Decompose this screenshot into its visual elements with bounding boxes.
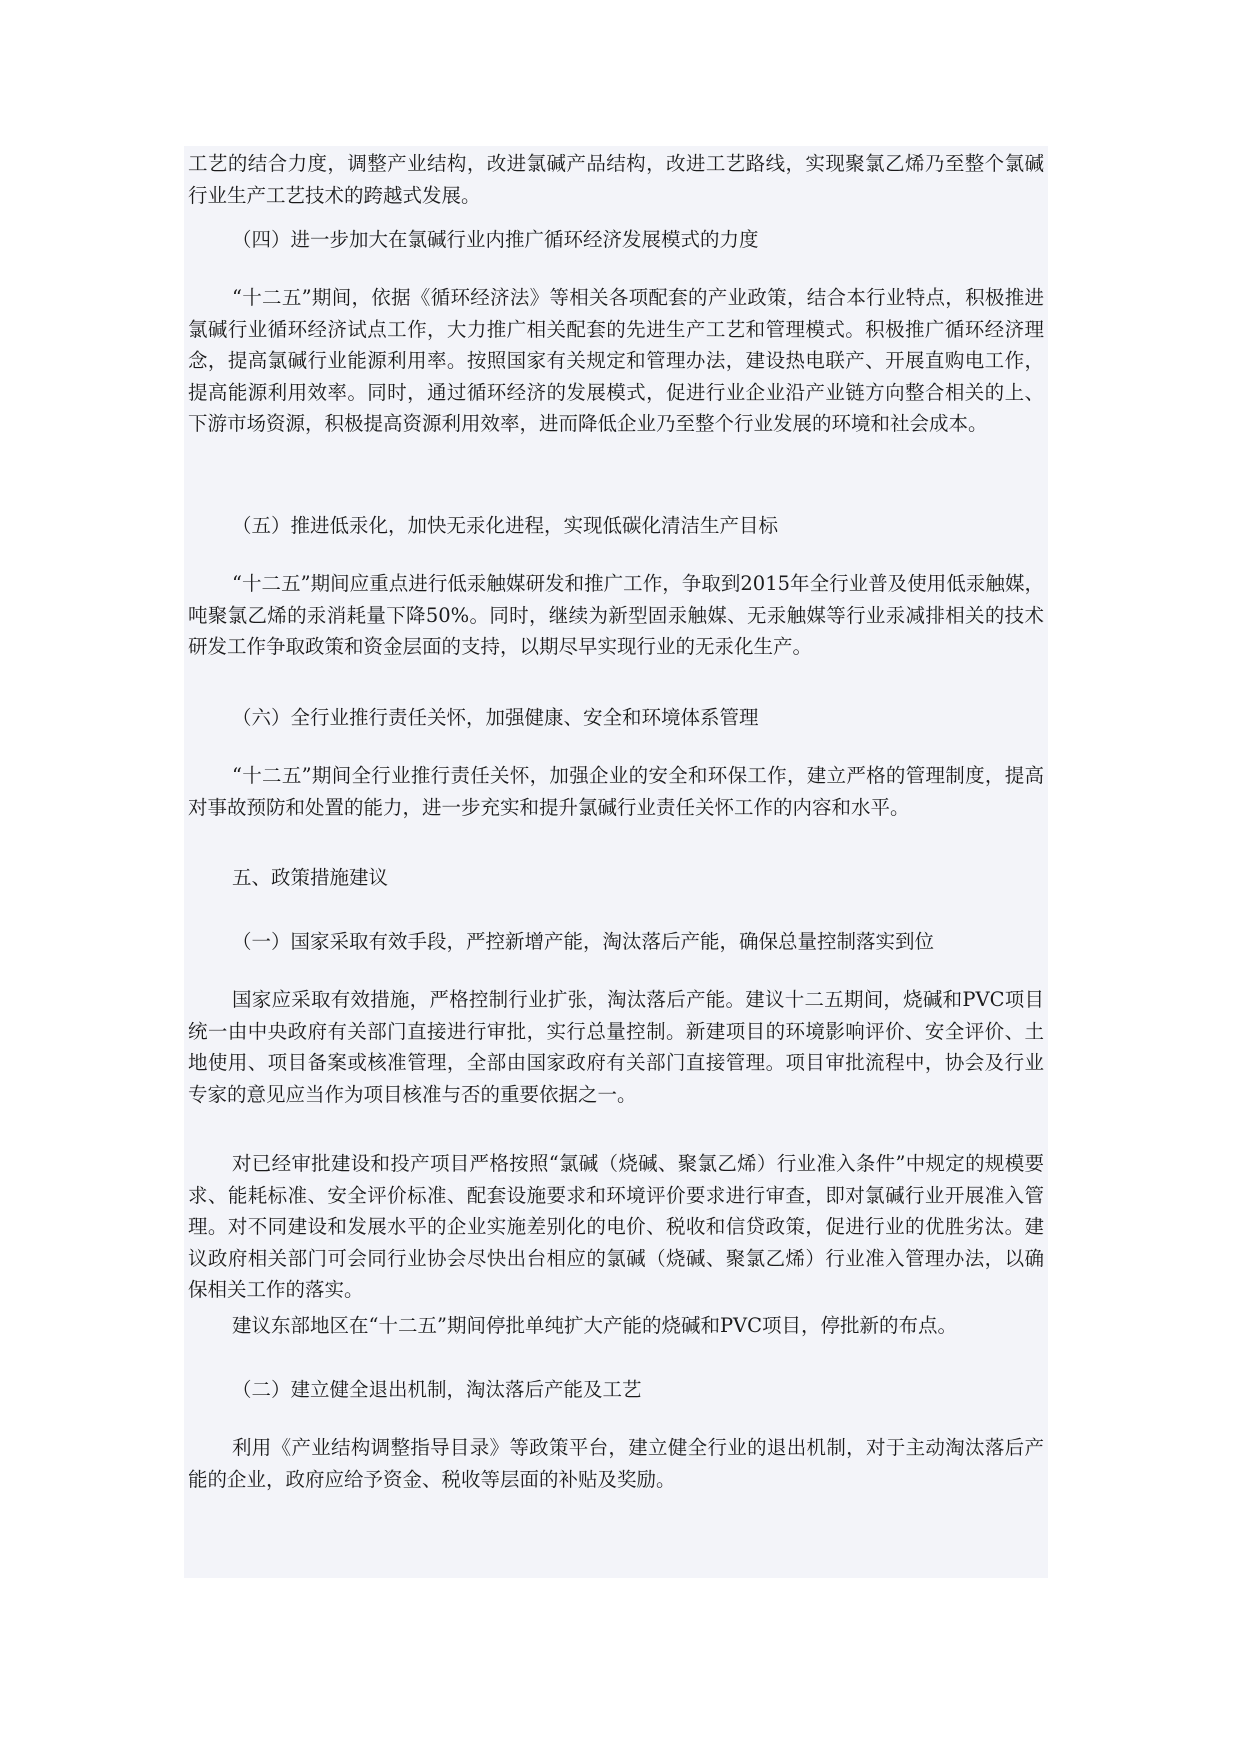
paragraph-continuation: 工艺的结合力度，调整产业结构，改进氯碱产品结构，改进工艺路线，实现聚氯乙烯乃至整个氯碱行业生产工艺技术的跨越式发展。 [188, 152, 1044, 207]
section-heading-policy-1: （一）国家采取有效手段，严控新增产能，淘汰落后产能，确保总量控制落实到位 [232, 930, 935, 953]
paragraph-capacity-control: 国家应采取有效措施，严格控制行业扩张，淘汰落后产能。建议十二五期间，烧碱和PVC项目统一由中央政府有关部门直接进行审批，实行总量控制。新建项目的环境影响评价、安全评价、土地使用、项目备案或核准管理，全部由国家政府有关部门直接管理。项目审批流程中，协会及行业专家的意见应当作为项目核准与否的重要依据之一。 [188, 988, 1044, 1106]
section-heading-policy-2: （二）建立健全退出机制，淘汰落后产能及工艺 [232, 1378, 642, 1401]
section-heading-4: （四）进一步加大在氯碱行业内推广循环经济发展模式的力度 [232, 228, 759, 251]
section-heading-6: （六）全行业推行责任关怀，加强健康、安全和环境体系管理 [232, 706, 759, 729]
paragraph-circular-economy: “十二五”期间，依据《循环经济法》等相关各项配套的产业政策，结合本行业特点，积极推进氯碱行业循环经济试点工作，大力推广相关配套的先进生产工艺和管理模式。积极推广循环经济理念，提高氯碱行业能源利用率。按照国家有关规定和管理办法，建设热电联产、开展直购电工作，提高能源利用效率。同时，通过循环经济的发展模式，促进行业企业沿产业链方向整合相关的上、下游市场资源，积极提高资源利用效率，进而降低企业乃至整个行业发展的环境和社会成本。 [188, 286, 1044, 435]
paragraph-access-management: 对已经审批建设和投产项目严格按照“氯碱（烧碱、聚氯乙烯）行业准入条件”中规定的规模要求、能耗标准、安全评价标准、配套设施要求和环境评价要求进行审查，即对氯碱行业开展准入管理。对不同建设和发展水平的企业实施差别化的电价、税收和信贷政策，促进行业的优胜劣汰。建议政府相关部门可会同行业协会尽快出台相应的氯碱（烧碱、聚氯乙烯）行业准入管理办法，以确保相关工作的落实。 [188, 1152, 1044, 1301]
chapter-heading-policy: 五、政策措施建议 [232, 866, 389, 889]
paragraph-eastern-region: 建议东部地区在“十二五”期间停批单纯扩大产能的烧碱和PVC项目，停批新的布点。 [232, 1314, 958, 1337]
paragraph-mercury-reduction: “十二五”期间应重点进行低汞触媒研发和推广工作，争取到2015年全行业普及使用低汞触媒，吨聚氯乙烯的汞消耗量下降50%。同时，继续为新型固汞触媒、无汞触媒等行业汞减排相关的技术研发工作争取政策和资金层面的支持，以期尽早实现行业的无汞化生产。 [188, 572, 1044, 658]
paragraph-responsible-care: “十二五”期间全行业推行责任关怀，加强企业的安全和环保工作，建立严格的管理制度，提高对事故预防和处置的能力，进一步充实和提升氯碱行业责任关怀工作的内容和水平。 [188, 764, 1044, 819]
document-body [184, 146, 1048, 1578]
section-heading-5: （五）推进低汞化，加快无汞化进程，实现低碳化清洁生产目标 [232, 514, 779, 537]
paragraph-exit-mechanism: 利用《产业结构调整指导目录》等政策平台，建立健全行业的退出机制，对于主动淘汰落后产能的企业，政府应给予资金、税收等层面的补贴及奖励。 [188, 1436, 1044, 1491]
